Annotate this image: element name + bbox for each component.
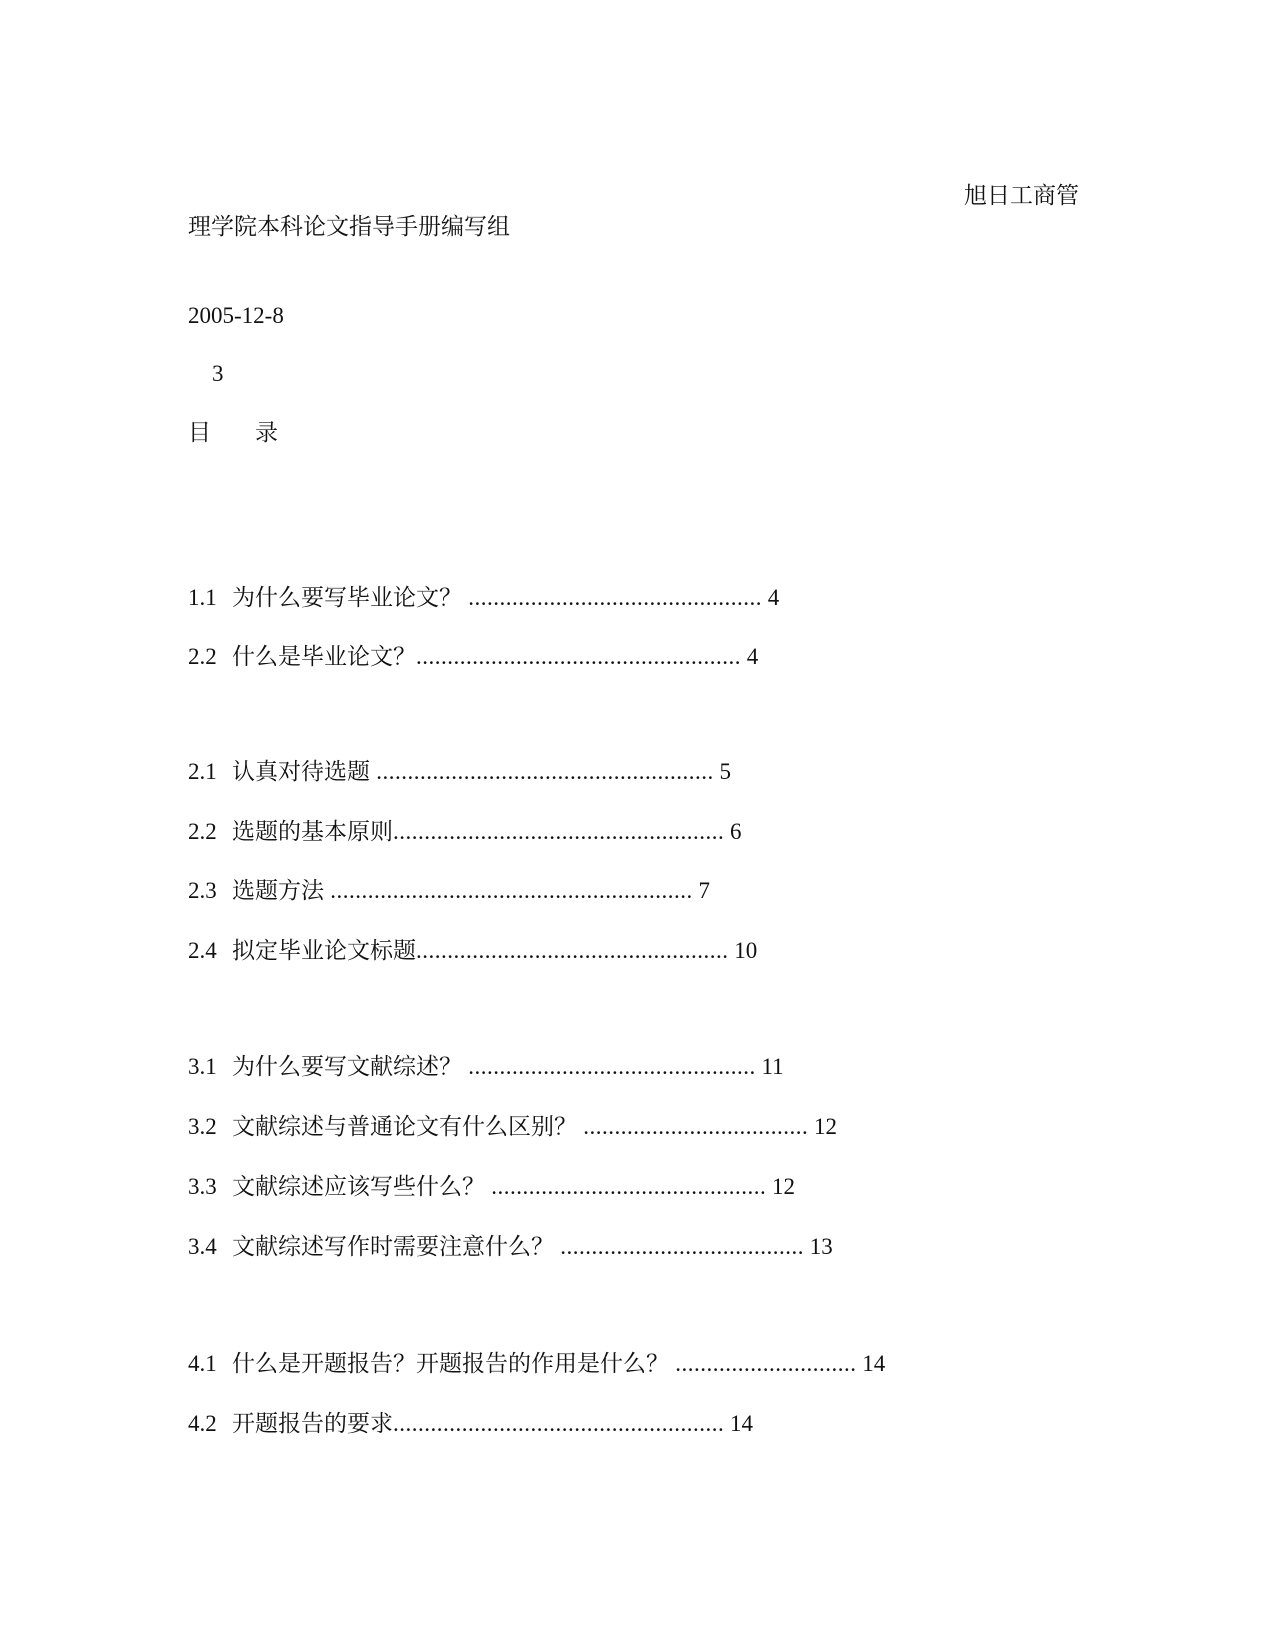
toc-entry[interactable] [188,584,779,612]
toc-entry-title: 文献综述与普通论文有什么区别？ [232,1114,577,1139]
toc-entry[interactable] [188,758,731,786]
toc-entry-number: 3.1 [188,1054,217,1079]
toc-entry-number: 4.2 [188,1411,217,1436]
toc-entry-title: 什么是开题报告？开题报告的作用是什么？ [232,1351,669,1376]
toc-entry-number: 4.1 [188,1351,217,1376]
toc-entry-page: 12 [772,1174,795,1199]
toc-entry-page: 14 [862,1351,886,1376]
toc-entry[interactable] [188,937,757,965]
toc-entry-number: 3.2 [188,1114,217,1139]
toc-entry-number: 2.2 [188,819,217,844]
toc-entry-title: 文献综述写作时需要注意什么？ [232,1234,554,1259]
toc-entry[interactable] [188,818,742,846]
toc-entry-page: 12 [814,1114,837,1139]
toc-entry-title: 选题方法 [232,878,324,903]
toc-entry-leader: .................................................. [416,938,729,963]
toc-entry[interactable] [188,877,710,905]
toc-entry-title: 文献综述应该写些什么？ [232,1174,485,1199]
toc-entry-leader: .............................................. [462,1054,756,1079]
toc-entry[interactable] [188,1233,833,1261]
toc-entry-title: 认真对待选题 [232,759,370,784]
toc-entry-page: 7 [698,878,710,903]
toc-entry-leader: .......................................................... [324,878,693,903]
toc-entry-page: 11 [761,1054,784,1079]
toc-entry-page: 5 [719,759,731,784]
toc-entry-title: 什么是毕业论文？ [232,644,416,669]
toc-entry-leader: ...................................................... [370,759,714,784]
toc-entry-page: 4 [767,585,780,610]
toc-entry[interactable] [188,1113,837,1141]
toc-entry[interactable] [188,1173,795,1201]
org-name-line1: 旭日工商管 [964,183,1079,208]
toc-entry-number: 2.4 [188,938,217,963]
toc-entry-page: 4 [746,644,759,669]
toc-entry-number: 3.4 [188,1234,217,1259]
toc-entry-number: 2.1 [188,759,217,784]
toc-entry-leader: ..................................................... [393,819,725,844]
toc-entry-leader: ..................................................... [393,1411,725,1436]
toc-title-right: 录 [255,420,278,445]
toc-title-left: 目 [188,420,211,445]
toc-entry-number: 2.3 [188,878,217,903]
toc-entry-leader: .................................................... [416,644,741,669]
toc-entry[interactable] [188,643,758,671]
toc-entry-leader: ............................................... [462,585,762,610]
toc-entry-title: 拟定毕业论文标题 [232,938,416,963]
toc-entry[interactable] [188,1410,753,1438]
page-number: 3 [212,361,224,386]
document-date: 2005-12-8 [188,303,284,328]
toc-entry-page: 6 [730,819,742,844]
toc-entry[interactable] [188,1350,885,1378]
toc-entry-leader: ....................................... [554,1234,804,1259]
toc-entry-leader: .................................... [577,1114,809,1139]
toc-entry-page: 13 [809,1234,833,1259]
toc-entry-title: 开题报告的要求 [232,1411,393,1436]
toc-entry-page: 14 [730,1411,753,1436]
toc-entry-number: 1.1 [188,585,217,610]
toc-entry-page: 10 [734,938,758,963]
org-name-line2: 理学院本科论文指导手册编写组 [188,214,510,239]
toc-entry-number: 3.3 [188,1174,217,1199]
toc-entry-title: 为什么要写文献综述？ [232,1054,462,1079]
toc-entry-number: 2.2 [188,644,217,669]
toc-entry-leader: ............................. [669,1351,857,1376]
toc-entry-leader: ............................................ [485,1174,767,1199]
toc-entry-title: 选题的基本原则 [232,819,393,844]
toc-entry[interactable] [188,1053,784,1081]
toc-title [188,419,278,447]
toc-entry-title: 为什么要写毕业论文？ [232,585,462,610]
